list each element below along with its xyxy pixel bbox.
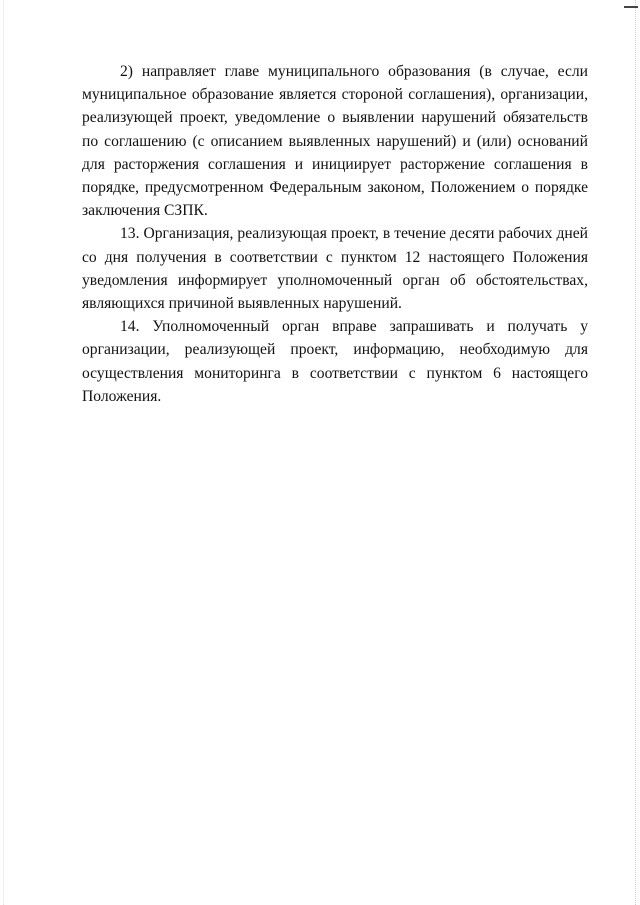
document-body	[82, 60, 588, 408]
scan-edge-right	[635, 0, 636, 905]
scan-edge-left	[3, 0, 4, 905]
paragraph-item-14: 14. Уполномоченный орган вправе запрашивать и получать у организации, реализующей проект, информацию, необходимую для осуществления мониторинга в соответствии с пунктом 6 настоящего Положения.	[82, 318, 588, 405]
scan-mark	[624, 6, 638, 8]
paragraph-subitem-2: 2) направляет главе муниципального образования (в случае, если муниципальное образование является стороной соглашения), организации, реализующей проект, уведомление о выявлении нарушений обязательств по соглашению (с описанием выявленных нарушений) и (или) оснований для расторжения соглашения и инициирует расторжение соглашения в порядке, предусмотренном Федеральным законом, Положением о порядке заключения СЗПК.	[82, 63, 588, 220]
paragraph-item-13: 13. Организация, реализующая проект, в течение десяти рабочих дней со дня получения в соответствии с пунктом 12 настоящего Положения уведомления информирует уполномоченный орган об обстоятельствах, являющихся причиной выявленных нарушений.	[82, 225, 588, 313]
